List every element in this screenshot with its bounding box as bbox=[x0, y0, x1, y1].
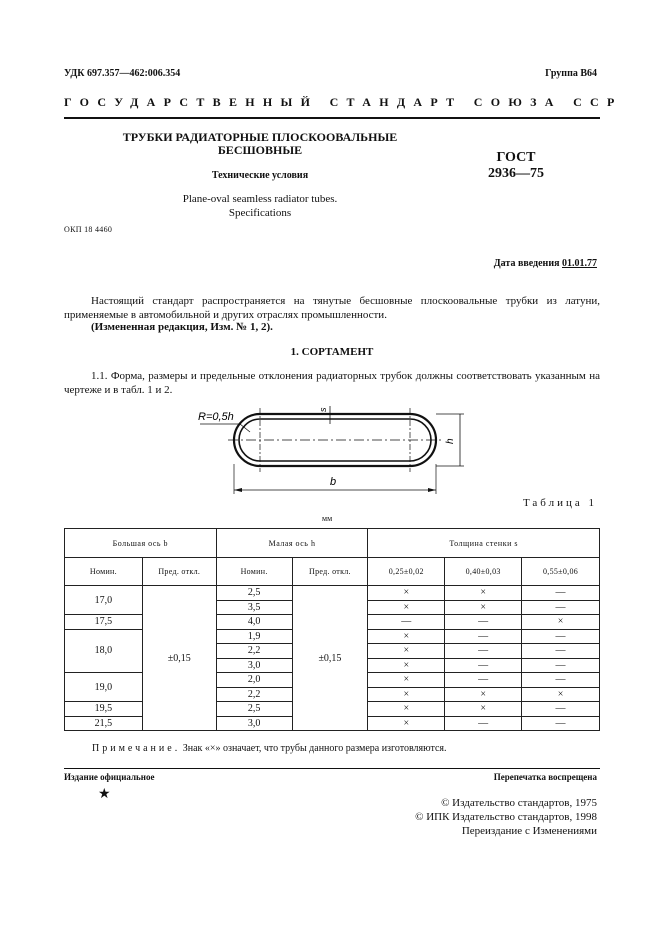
wall-thickness-header: Толщина стенки s bbox=[368, 529, 600, 558]
introduction-date bbox=[494, 258, 597, 269]
h-cell: 2,0 bbox=[216, 673, 292, 688]
w-cell: — bbox=[522, 586, 600, 601]
okp-code: ОКП 18 4460 bbox=[64, 225, 113, 234]
reprint-prohibited: Перепечатка воспрещена bbox=[493, 772, 597, 782]
w-cell: × bbox=[522, 615, 600, 630]
b-cell: 19,0 bbox=[65, 673, 143, 702]
h-cell: 2,2 bbox=[216, 644, 292, 659]
wall-3-header: 0,55±0,06 bbox=[522, 558, 600, 586]
b-cell: 18,0 bbox=[65, 629, 143, 673]
date-label: Дата введения bbox=[493, 258, 560, 269]
width-arrow-right bbox=[428, 488, 436, 492]
h-cell: 3,0 bbox=[216, 716, 292, 731]
major-axis-header: Большая ось b bbox=[65, 529, 217, 558]
gost-code: 2936—75 bbox=[488, 166, 544, 181]
width-arrow-left bbox=[234, 488, 242, 492]
h-cell: 3,0 bbox=[216, 658, 292, 673]
w-cell: — bbox=[522, 644, 600, 659]
gost-label: ГОСТ bbox=[496, 150, 536, 165]
reissue-note: Переиздание с Изменениями bbox=[461, 825, 597, 837]
w-cell: — bbox=[522, 673, 600, 688]
w-cell: × bbox=[445, 600, 522, 615]
table-header-row-1 bbox=[65, 529, 600, 558]
note-label: Примечание. bbox=[92, 743, 181, 754]
english-title-line-2: Specifications bbox=[228, 207, 292, 219]
h-cell: 2,5 bbox=[216, 586, 292, 601]
intro-paragraph: Настоящий стандарт распространяется на тянутые бесшовные плоскоовальные трубки из латуни, применяемые в автомобильной и других отраслях промышленности. bbox=[64, 295, 600, 321]
w-cell: × bbox=[445, 586, 522, 601]
minor-tolerance-cell: ±0,15 bbox=[292, 586, 368, 731]
b-cell: 17,5 bbox=[65, 615, 143, 630]
w-cell: — bbox=[522, 600, 600, 615]
b-cell: 17,0 bbox=[65, 586, 143, 615]
h-cell: 2,2 bbox=[216, 687, 292, 702]
h-cell: 4,0 bbox=[216, 615, 292, 630]
footer-rule bbox=[64, 768, 600, 769]
udk-code: УДК 697.357—462:006.354 bbox=[64, 68, 181, 79]
english-title bbox=[100, 192, 420, 220]
w-cell: × bbox=[368, 687, 445, 702]
w-cell: × bbox=[368, 658, 445, 673]
table-label: Таблица 1 bbox=[522, 497, 597, 509]
gost-number bbox=[476, 150, 556, 182]
table-units: мм bbox=[322, 514, 333, 523]
title-line-2: БЕСШОВНЫЕ bbox=[217, 143, 303, 157]
w-cell: × bbox=[368, 702, 445, 717]
document-title bbox=[100, 131, 420, 157]
w-cell: × bbox=[445, 687, 522, 702]
major-nominal-header: Номин. bbox=[65, 558, 143, 586]
wall-label: s bbox=[318, 407, 328, 412]
tube-drawing bbox=[190, 402, 480, 498]
tube-dimensions-table bbox=[64, 528, 600, 731]
w-cell: × bbox=[368, 716, 445, 731]
w-cell: × bbox=[368, 600, 445, 615]
major-tolerance-cell: ±0,15 bbox=[142, 586, 216, 731]
w-cell: — bbox=[522, 658, 600, 673]
title-line-1: ТРУБКИ РАДИАТОРНЫЕ ПЛОСКООВАЛЬНЫЕ bbox=[122, 130, 398, 144]
b-cell: 21,5 bbox=[65, 716, 143, 731]
section-heading: 1. СОРТАМЕНТ bbox=[290, 346, 374, 358]
w-cell: — bbox=[445, 615, 522, 630]
w-cell: × bbox=[522, 687, 600, 702]
official-edition: Издание официальное bbox=[64, 772, 155, 782]
w-cell: — bbox=[445, 716, 522, 731]
w-cell: × bbox=[368, 629, 445, 644]
table-header-row-2 bbox=[65, 558, 600, 586]
state-standard-banner: ГОСУДАРСТВЕННЫЙ СТАНДАРТ СОЮЗА ССР bbox=[64, 95, 623, 109]
table-body bbox=[65, 586, 600, 731]
note-text: Знак «×» означает, что трубы данного размера изготовляются. bbox=[182, 743, 447, 754]
height-label: h bbox=[445, 438, 456, 444]
w-cell: — bbox=[445, 658, 522, 673]
major-tolerance-header: Пред. откл. bbox=[142, 558, 216, 586]
wall-2-header: 0,40±0,03 bbox=[445, 558, 522, 586]
table-note bbox=[92, 743, 447, 754]
header-rule bbox=[64, 117, 600, 119]
w-cell: — bbox=[522, 702, 600, 717]
w-cell: × bbox=[368, 644, 445, 659]
w-cell: × bbox=[445, 702, 522, 717]
w-cell: × bbox=[368, 673, 445, 688]
group-code: Группа В64 bbox=[545, 68, 597, 79]
minor-tolerance-header: Пред. откл. bbox=[292, 558, 368, 586]
b-cell: 19,5 bbox=[65, 702, 143, 717]
width-label: b bbox=[330, 476, 337, 488]
copyright-block bbox=[415, 796, 597, 838]
minor-nominal-header: Номин. bbox=[216, 558, 292, 586]
date-value: 01.01.77 bbox=[562, 258, 597, 269]
w-cell: — bbox=[368, 615, 445, 630]
h-cell: 2,5 bbox=[216, 702, 292, 717]
h-cell: 3,5 bbox=[216, 600, 292, 615]
edition-note: (Измененная редакция, Изм. № 1, 2). bbox=[91, 321, 273, 333]
w-cell: — bbox=[445, 673, 522, 688]
document-subtitle: Технические условия bbox=[211, 170, 309, 181]
english-title-line-1: Plane-oval seamless radiator tubes. bbox=[182, 193, 338, 205]
h-cell: 1,9 bbox=[216, 629, 292, 644]
copyright-1: © Издательство стандартов, 1975 bbox=[441, 797, 597, 809]
w-cell: — bbox=[522, 716, 600, 731]
copyright-2: © ИПК Издательство стандартов, 1998 bbox=[415, 811, 597, 823]
table-row bbox=[65, 586, 600, 601]
w-cell: — bbox=[522, 629, 600, 644]
minor-axis-header: Малая ось h bbox=[216, 529, 368, 558]
w-cell: — bbox=[445, 629, 522, 644]
section-paragraph: 1.1. Форма, размеры и предельные отклонения радиаторных трубок должны соответствовать указанным на чертеже и в табл. 1 и 2. bbox=[64, 370, 600, 396]
star-icon: ★ bbox=[98, 787, 111, 802]
wall-1-header: 0,25±0,02 bbox=[368, 558, 445, 586]
radius-label: R=0,5h bbox=[198, 411, 234, 423]
w-cell: × bbox=[368, 586, 445, 601]
w-cell: — bbox=[445, 644, 522, 659]
